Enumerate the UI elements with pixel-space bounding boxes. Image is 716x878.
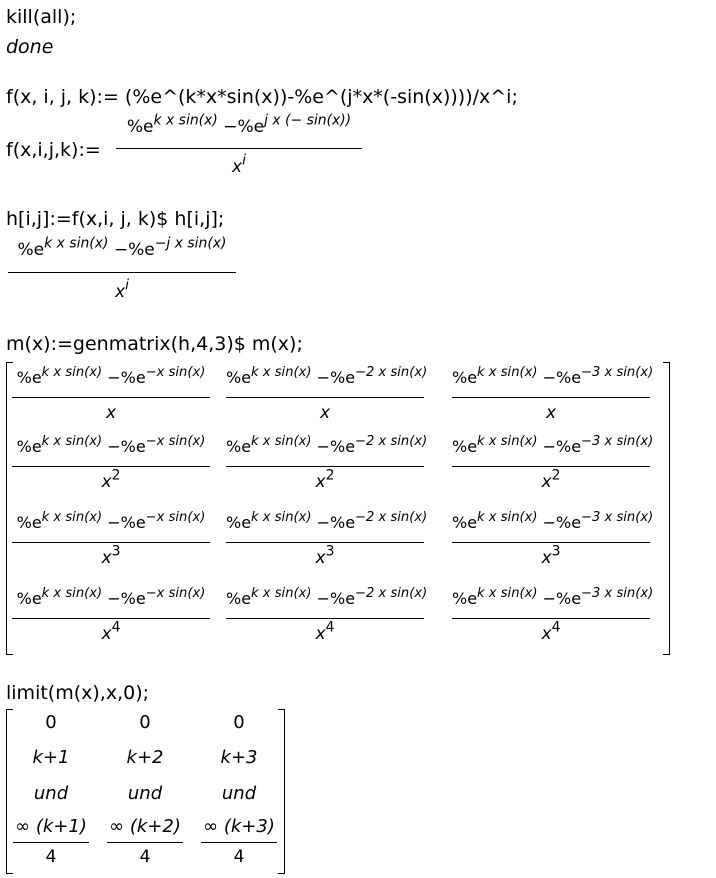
matrix-m-entry	[452, 364, 654, 428]
limit-fraction-numerator: ∞ (k+1)	[15, 816, 87, 837]
input-define-h[interactable]: h[i,j]:=f(x,i, j, k)$ h[i,j];	[6, 208, 225, 230]
matrix-m-numerator: $\%e^{k x sin(x)} -\%e^{-3 x sin(x)}$	[452, 364, 654, 387]
h-denominator: $x^i$	[115, 277, 129, 302]
matrix-m-denominator: $x^4$	[541, 619, 561, 644]
output-done: done	[6, 36, 54, 58]
limit-matrix-entry: und	[127, 783, 163, 804]
limit-matrix-entry: 0	[45, 712, 57, 733]
matrix-m-numerator: $\%e^{k x sin(x)} -\%e^{-2 x sin(x)}$	[226, 364, 428, 387]
matrix-m-denominator: x	[319, 403, 331, 423]
matrix-m-numerator: $\%e^{k x sin(x)} -\%e^{-x sin(x)}$	[16, 509, 206, 532]
matrix-m-entry	[12, 509, 210, 573]
matrix-m-numerator: $\%e^{k x sin(x)} -\%e^{-3 x sin(x)}$	[452, 585, 654, 608]
matrix-m-denominator: $x^4$	[315, 619, 335, 644]
f-numerator: $\%e^{k x sin(x)} -\%e^{j x (- sin(x))}$	[126, 112, 352, 137]
matrix-m-entry	[12, 364, 210, 428]
input-limit[interactable]: limit(m(x),x,0);	[6, 682, 150, 704]
matrix-m-denominator: $x^3$	[101, 543, 121, 568]
output-h-fraction	[8, 232, 236, 306]
limit-fraction-bar	[107, 842, 183, 843]
matrix-m-numerator: $\%e^{k x sin(x)} -\%e^{-2 x sin(x)}$	[226, 509, 428, 532]
limit-matrix-right-bracket	[278, 709, 285, 874]
input-genmatrix[interactable]: m(x):=genmatrix(h,4,3)$ m(x);	[6, 333, 303, 355]
matrix-m-numerator: $\%e^{k x sin(x)} -\%e^{-2 x sin(x)}$	[226, 433, 428, 456]
limit-fraction-denominator: 4	[45, 847, 57, 867]
matrix-m-denominator: x	[545, 403, 557, 423]
limit-matrix-entry: und	[221, 783, 257, 804]
matrix-m-numerator: $\%e^{k x sin(x)} -\%e^{-x sin(x)}$	[16, 364, 206, 387]
matrix-m-numerator: $\%e^{k x sin(x)} -\%e^{-2 x sin(x)}$	[226, 585, 428, 608]
limit-matrix-fraction	[13, 815, 89, 871]
matrix-m-denominator: x	[105, 403, 117, 423]
matrix-m-entry	[452, 585, 654, 649]
matrix-m-numerator: $\%e^{k x sin(x)} -\%e^{-3 x sin(x)}$	[452, 509, 654, 532]
matrix-m-entry	[226, 433, 428, 497]
matrix-m-denominator: $x^3$	[541, 543, 561, 568]
matrix-m-fraction-bar	[452, 397, 650, 398]
matrix-m-denominator: $x^2$	[101, 467, 121, 492]
matrix-m-numerator: $\%e^{k x sin(x)} -\%e^{-x sin(x)}$	[16, 433, 206, 456]
limit-matrix-fraction	[107, 815, 183, 871]
limit-matrix-entry: 0	[139, 712, 151, 733]
limit-fraction-numerator: ∞ (k+2)	[109, 816, 181, 837]
matrix-m-fraction-bar	[226, 397, 424, 398]
matrix-m-entry	[226, 364, 428, 428]
limit-matrix-entry: k+2	[126, 747, 164, 768]
h-fraction-bar	[8, 272, 236, 273]
limit-matrix-entry: 0	[233, 712, 245, 733]
matrix-m-right-bracket	[663, 362, 670, 655]
matrix-m-denominator: $x^3$	[315, 543, 335, 568]
limit-fraction-denominator: 4	[139, 847, 151, 867]
matrix-m-entry	[452, 509, 654, 573]
limit-fraction-denominator: 4	[233, 847, 245, 867]
matrix-m-denominator: $x^2$	[315, 467, 335, 492]
f-definition-lhs: f(x,i,j,k):=	[6, 139, 101, 161]
matrix-m-numerator: $\%e^{k x sin(x)} -\%e^{-3 x sin(x)}$	[452, 433, 654, 456]
limit-matrix-entry: k+3	[220, 747, 258, 768]
limit-fraction-numerator: ∞ (k+3)	[203, 816, 275, 837]
matrix-m-entry	[452, 433, 654, 497]
input-kill-all[interactable]: kill(all);	[6, 6, 77, 28]
input-define-f[interactable]: f(x, i, j, k):= (%e^(k*x*sin(x))-%e^(j*x*(-sin(x))))/x^i;	[6, 86, 518, 108]
limit-matrix-fraction	[201, 815, 277, 871]
limit-fraction-bar	[201, 842, 277, 843]
matrix-m-denominator: $x^4$	[101, 619, 121, 644]
h-numerator: $\%e^{k x sin(x)} -\%e^{-j x sin(x)}$	[17, 235, 227, 260]
matrix-m-entry	[226, 585, 428, 649]
matrix-m-entry	[12, 585, 210, 649]
f-fraction-bar	[116, 148, 362, 149]
matrix-m-denominator: $x^2$	[541, 467, 561, 492]
matrix-m-numerator: $\%e^{k x sin(x)} -\%e^{-x sin(x)}$	[16, 585, 206, 608]
limit-fraction-bar	[13, 842, 89, 843]
matrix-m-entry	[226, 509, 428, 573]
matrix-m-fraction-bar	[12, 397, 210, 398]
limit-matrix-entry: und	[33, 783, 69, 804]
matrix-m-entry	[12, 433, 210, 497]
f-definition-fraction	[116, 111, 362, 183]
limit-matrix-entry: k+1	[32, 747, 70, 768]
f-denominator: $x^i$	[232, 152, 246, 177]
